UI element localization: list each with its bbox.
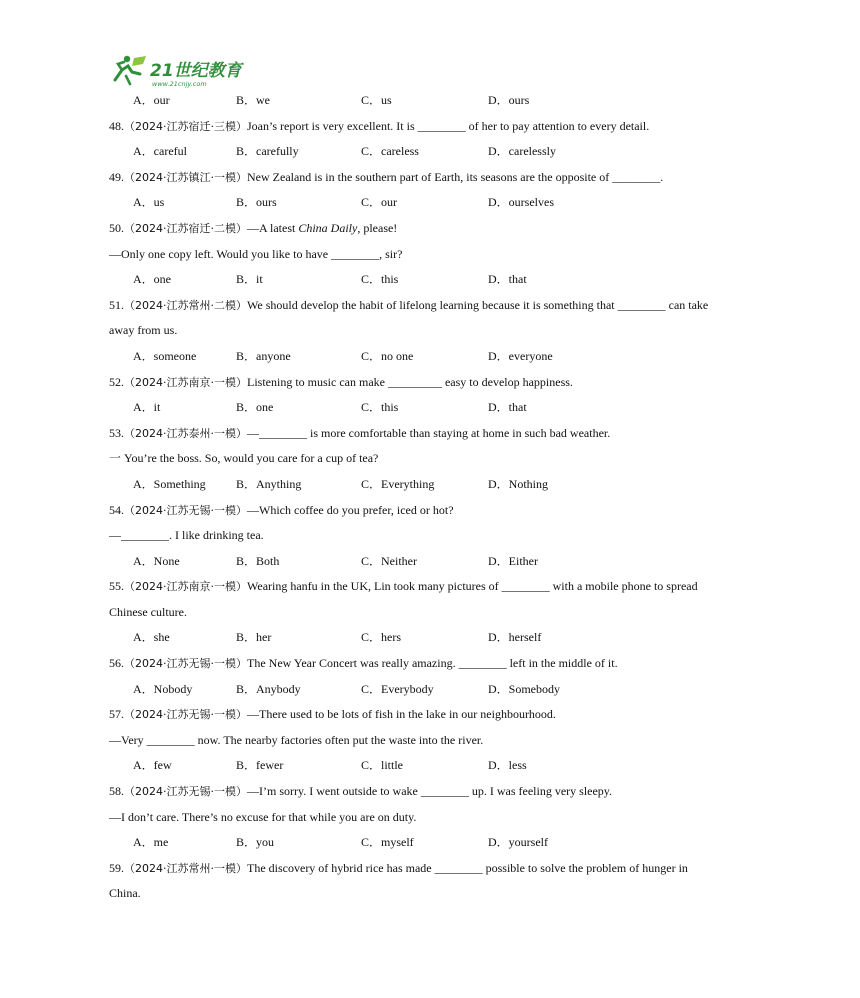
answer-option[interactable]: B．her — [236, 630, 272, 645]
answer-option[interactable]: A．few — [133, 758, 172, 773]
question-stem — [109, 651, 759, 677]
answer-option[interactable]: A．us — [133, 195, 165, 210]
answer-option[interactable]: B．one — [236, 400, 274, 415]
answer-option[interactable]: B．we — [236, 93, 270, 107]
answer-option[interactable]: B．anyone — [236, 348, 291, 363]
answer-option[interactable]: B．fewer — [236, 758, 284, 773]
question-text: —Which coffee do you prefer, iced or hot? — [247, 502, 454, 517]
text-line: —________. I like drinking tea. — [109, 528, 264, 543]
answer-options — [109, 344, 759, 370]
question-source: （2024·江苏南京·一模） — [124, 375, 247, 389]
question-text: Joan’s report is very excellent. It is ________ of her to pay attention to every detail. — [247, 118, 650, 133]
question-text: Listening to music can make _________ easy to develop happiness. — [247, 374, 573, 389]
answer-option[interactable]: A．it — [133, 400, 161, 415]
question-stem — [109, 856, 759, 882]
logo-graphic — [110, 52, 250, 92]
question-text: The discovery of hybrid rice has made ________ possible to solve the problem of hunger in — [247, 860, 688, 875]
answer-option[interactable]: C．little — [361, 758, 404, 773]
question-number: 50. — [109, 220, 124, 235]
question-stem — [109, 216, 759, 242]
text-line: Chinese culture. — [109, 604, 187, 619]
answer-option[interactable]: D．yourself — [488, 835, 548, 850]
answer-options — [109, 395, 759, 421]
question-number: 57. — [109, 707, 124, 722]
question-number: 51. — [109, 297, 124, 312]
answer-option[interactable]: C．Everybody — [361, 681, 434, 696]
question-list — [109, 88, 759, 907]
italic-title: China Daily — [298, 220, 358, 235]
question-number: 53. — [109, 425, 124, 440]
question-source: （2024·江苏南京·一模） — [124, 580, 247, 594]
question-source: （2024·江苏泰州·一模） — [124, 426, 247, 440]
answer-option[interactable]: D．less — [488, 758, 527, 773]
question-number: 48. — [109, 118, 124, 133]
text-line: —Only one copy left. Would you like to have ________, sir? — [109, 246, 403, 261]
question-text: —There used to be lots of fish in the lake in our neighbourhood. — [247, 707, 556, 722]
question-number: 49. — [109, 169, 124, 184]
answer-option[interactable]: D．that — [488, 400, 527, 415]
question-source: （2024·江苏常州·二模） — [124, 298, 247, 312]
answer-option[interactable]: A．our — [133, 93, 170, 107]
question-source: （2024·江苏无锡·一模） — [124, 657, 247, 671]
question-number: 54. — [109, 502, 124, 517]
question-text-tail: , please! — [357, 220, 398, 235]
answer-options — [109, 625, 759, 651]
answer-option[interactable]: D．Nothing — [488, 476, 549, 491]
answer-option[interactable]: C．us — [361, 93, 392, 107]
answer-options — [109, 267, 759, 293]
answer-option[interactable]: D．carelessly — [488, 144, 556, 159]
answer-option[interactable]: C．no one — [361, 348, 414, 363]
answer-options — [109, 549, 759, 575]
answer-option[interactable]: B．carefully — [236, 144, 299, 159]
answer-option[interactable]: C．Neither — [361, 553, 417, 568]
answer-option[interactable]: C．this — [361, 400, 399, 415]
logo-text: 21世纪教育 — [150, 61, 242, 81]
answer-option[interactable]: A．careful — [133, 144, 187, 159]
text-line: —I don’t care. There’s no excuse for that while you are on duty. — [109, 809, 417, 824]
answer-option[interactable]: C．this — [361, 272, 399, 287]
answer-option[interactable]: D．everyone — [488, 348, 553, 363]
answer-option[interactable]: B．ours — [236, 195, 277, 210]
answer-options — [109, 753, 759, 779]
question-stem — [109, 702, 759, 728]
question-stem — [109, 421, 759, 447]
question-stem — [109, 574, 759, 600]
question-number: 56. — [109, 656, 124, 671]
answer-option[interactable]: D．Either — [488, 553, 538, 568]
question-source: （2024·江苏无锡·一模） — [124, 785, 247, 799]
question-source: （2024·江苏镇江·一模） — [124, 170, 247, 184]
answer-options — [109, 88, 759, 114]
question-source: （2024·江苏常州·一模） — [124, 861, 247, 875]
question-text: Wearing hanfu in the UK, Lin took many pictures of ________ with a mobile phone to spread — [247, 579, 698, 594]
answer-option[interactable]: A．one — [133, 272, 171, 287]
answer-option[interactable]: A．someone — [133, 348, 197, 363]
site-logo — [110, 52, 250, 92]
answer-options — [109, 139, 759, 165]
answer-options — [109, 472, 759, 498]
text-line: 一 You’re the boss. So, would you care for a cup of tea? — [109, 451, 379, 466]
question-stem — [109, 293, 759, 319]
question-text: —________ is more comfortable than staying at home in such bad weather. — [247, 425, 611, 440]
answer-option[interactable]: C．careless — [361, 144, 419, 159]
question-number: 58. — [109, 784, 124, 799]
answer-option[interactable]: A．Something — [133, 476, 206, 491]
answer-option[interactable]: B．Anybody — [236, 681, 301, 696]
answer-option[interactable]: D．Somebody — [488, 681, 561, 696]
answer-option[interactable]: D．ours — [488, 93, 530, 107]
answer-options — [109, 190, 759, 216]
question-number: 55. — [109, 579, 124, 594]
text-line: away from us. — [109, 323, 178, 338]
answer-option[interactable]: A．me — [133, 835, 169, 850]
answer-option[interactable]: A．Nobody — [133, 681, 193, 696]
question-stem — [109, 370, 759, 396]
answer-option[interactable]: A．None — [133, 553, 180, 568]
question-text: The New Year Concert was really amazing. ________ left in the middle of it. — [247, 656, 618, 671]
answer-option[interactable]: C．myself — [361, 835, 414, 850]
logo-url: www.21cnjy.com — [152, 80, 207, 88]
text-line: —Very ________ now. The nearby factories often put the waste into the river. — [109, 732, 484, 747]
question-text: New Zealand is in the southern part of Earth, its seasons are the opposite of ________. — [247, 169, 664, 184]
question-source: （2024·江苏宿迁·三模） — [124, 119, 247, 133]
question-stem — [109, 165, 759, 191]
answer-options — [109, 677, 759, 703]
question-stem — [109, 498, 759, 524]
answer-option[interactable]: D．ourselves — [488, 195, 554, 210]
question-stem — [109, 114, 759, 140]
question-text: —I’m sorry. I went outside to wake ________ up. I was feeling very sleepy. — [247, 784, 613, 799]
answer-option[interactable]: B．you — [236, 835, 275, 850]
question-text: —A latest — [247, 220, 299, 235]
answer-options — [109, 830, 759, 856]
question-text: We should develop the habit of lifelong learning because it is something that ________ can take — [247, 297, 709, 312]
answer-option[interactable]: B．Anything — [236, 476, 302, 491]
question-number: 59. — [109, 860, 124, 875]
text-line: China. — [109, 886, 141, 901]
question-source: （2024·江苏宿迁·二模） — [124, 221, 247, 235]
question-stem — [109, 779, 759, 805]
question-source: （2024·江苏无锡·一模） — [124, 708, 247, 722]
question-number: 52. — [109, 374, 124, 389]
answer-option[interactable]: B．it — [236, 272, 263, 287]
answer-option[interactable]: C．Everything — [361, 476, 435, 491]
question-source: （2024·江苏无锡·一模） — [124, 503, 247, 517]
answer-option[interactable]: B．Both — [236, 553, 280, 568]
answer-option[interactable]: C．our — [361, 195, 398, 210]
answer-option[interactable]: A．she — [133, 630, 170, 645]
answer-option[interactable]: D．herself — [488, 630, 542, 645]
answer-option[interactable]: D．that — [488, 272, 527, 287]
answer-option[interactable]: C．hers — [361, 630, 401, 645]
